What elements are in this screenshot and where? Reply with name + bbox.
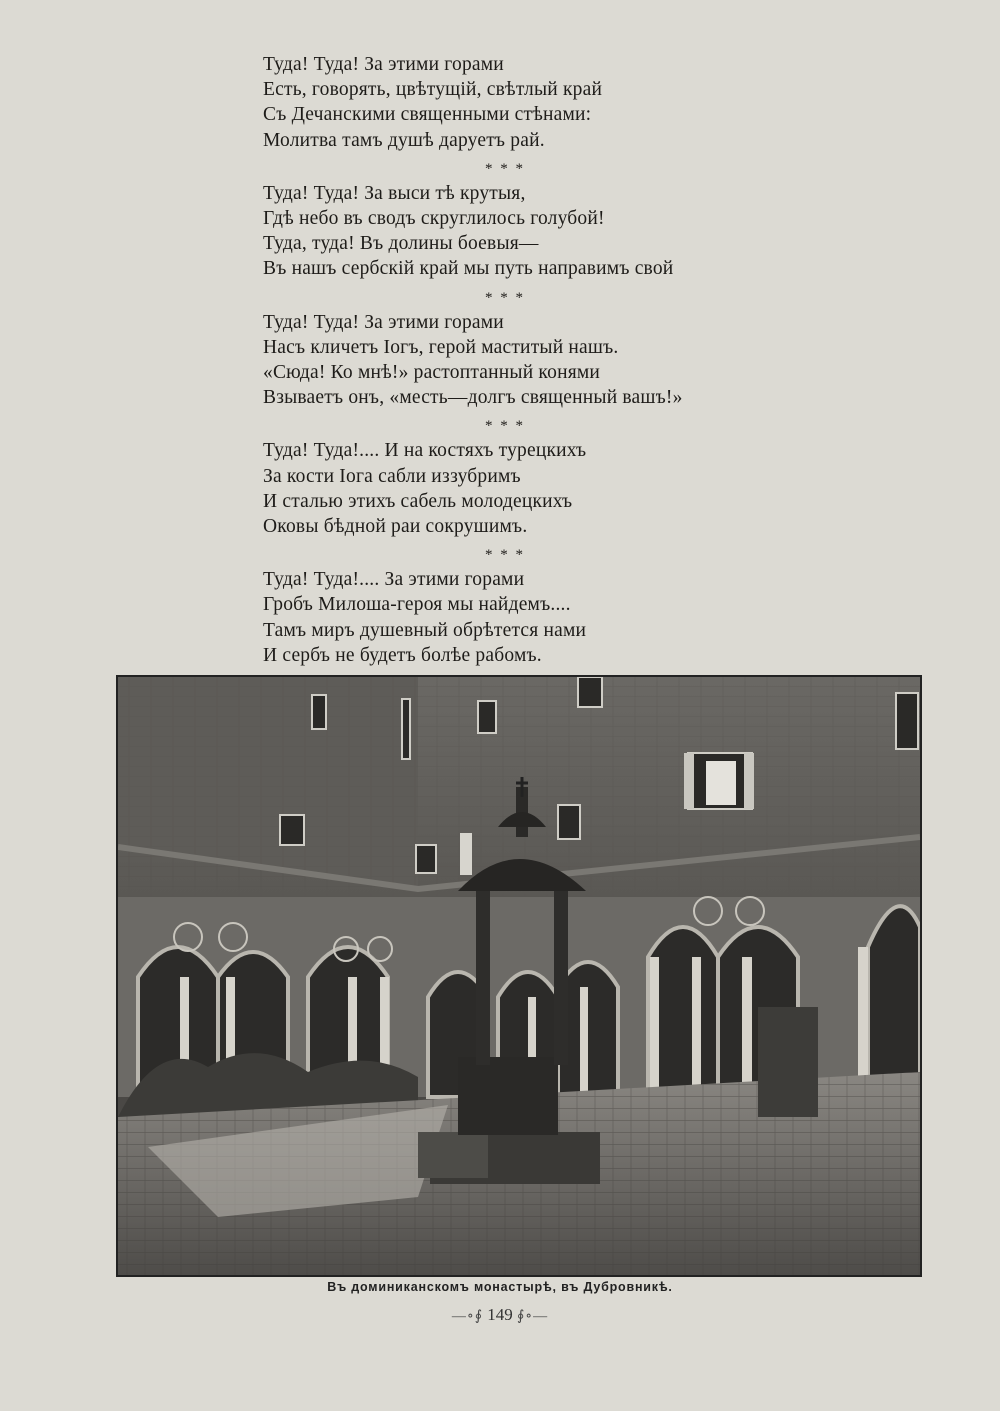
monastery-courtyard-photo — [116, 675, 922, 1277]
poem-line: И сталью этихъ сабель молодецкихъ — [263, 490, 573, 512]
poem-line: Гробъ Милоша-героя мы найдемъ.... — [263, 594, 571, 616]
ornament-right-icon: ∮∘— — [517, 1309, 549, 1324]
poem-line: Въ нашъ сербскій край мы путь направимъ свой — [263, 258, 674, 280]
poem-line: Туда! Туда!.... И на костяхъ турецкихъ — [263, 440, 587, 462]
poem-line: За кости Іога сабли иззубримъ — [263, 465, 521, 487]
poem-line: Туда! Туда! За этими горами — [263, 54, 504, 75]
poem-line: Молитва тамъ душѣ даруетъ рай. — [263, 129, 545, 151]
poem-line: Туда! Туда!.... За этими горами — [263, 569, 525, 591]
stanza-3 — [263, 310, 783, 411]
poem-line: Гдѣ небо въ сводъ скруглилось голубой! — [263, 208, 605, 230]
page-footer — [0, 1305, 1000, 1325]
poem-line: Туда, туда! Въ долины боевыя— — [263, 233, 539, 255]
stanza-separator: * * * — [485, 289, 525, 306]
stanza-5 — [263, 567, 783, 668]
stanza-separator: * * * — [485, 160, 525, 177]
stanza-separator: * * * — [485, 418, 525, 435]
poem-line: Есть, говорять, цвѣтущій, свѣтлый край — [263, 79, 603, 101]
poem-line: Насъ кличетъ Іогъ, герой маститый нашъ. — [263, 336, 619, 358]
photo-caption: Въ доминиканскомъ монастырѣ, въ Дубровникѣ. — [327, 1280, 673, 1294]
ornament-left-icon: —∘∮ — [451, 1309, 483, 1324]
poem-line: «Сюда! Ко мнѣ!» растоптанный конями — [263, 362, 601, 384]
courtyard-illustration — [118, 677, 920, 1275]
poem-line: Оковы бѣдной раи сокрушимъ. — [263, 516, 528, 538]
poem-line: Взываетъ онъ, «месть—долгъ священный вашъ!» — [263, 387, 683, 409]
poem-line: Съ Дечанскими священными стѣнами: — [263, 104, 592, 126]
stanza-1 — [263, 52, 783, 153]
stanza-separator: * * * — [485, 547, 525, 564]
stanza-2 — [263, 181, 783, 282]
poem-line: Туда! Туда! За выси тѣ крутыя, — [263, 182, 526, 204]
poem-line: Тамъ миръ душевный обрѣтется нами — [263, 619, 587, 641]
poem-line: Туда! Туда! За этими горами — [263, 311, 504, 333]
stanza-4 — [263, 438, 783, 539]
page-number: 149 — [487, 1305, 513, 1324]
poem — [263, 52, 783, 668]
poem-line: И сербъ не будетъ болѣе рабомъ. — [263, 644, 542, 666]
